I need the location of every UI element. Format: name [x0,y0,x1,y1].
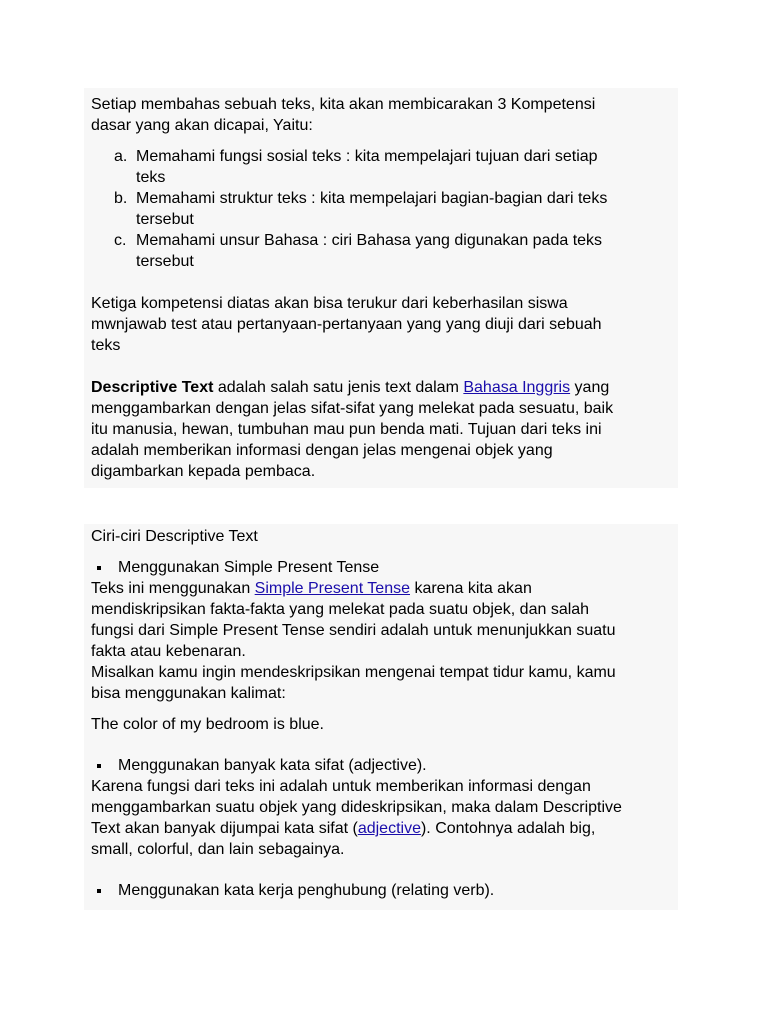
paragraph-line: fungsi dari Simple Present Tense sendiri adalah untuk menunjukkan suatu [91,622,616,639]
adjective-link[interactable]: adjective [357,820,421,837]
measurement-line: mwnjawab test atau pertanyaan-pertanyaan yang yang diuji dari sebuah [91,316,602,333]
descriptive-definition-paragraph [91,377,681,482]
bullet-square-icon [97,889,101,893]
descriptive-term: Descriptive Text [91,379,214,396]
paragraph-text: karena kita akan [410,580,532,597]
paragraph-line: mendiskripsikan fakta-fakta yang melekat pada suatu objek, dan salah [91,601,590,618]
adjective-paragraph [91,776,681,860]
paragraph-line: Karena fungsi dari teks ini adalah untuk memberikan informasi dengan [91,778,591,795]
intro-line: Setiap membahas sebuah teks, kita akan membicarakan 3 Kompetensi [91,96,596,113]
paragraph-text: Text akan banyak dijumpai kata sifat ( [91,820,358,837]
competency-list [91,146,681,272]
paragraph-line: bisa menggunakan kalimat: [91,685,286,702]
competency-item [91,188,681,230]
competency-text: Memahami unsur Bahasa : ciri Bahasa yang digunakan pada teks [136,232,603,249]
bullet-square-icon [97,764,101,768]
definition-line: adalah memberikan informasi dengan jelas mengenai objek yang [91,442,553,459]
features-section [91,526,681,901]
competency-item [91,146,681,188]
intro-line: dasar yang akan dicapai, Yaitu: [91,117,313,134]
definition-line: itu manusia, hewan, tumbuhan mau pun benda mati. Tujuan dari teks ini [91,421,602,438]
competency-text: teks [136,169,166,186]
competency-item [91,230,681,272]
bullet-text: Menggunakan Simple Present Tense [118,559,380,576]
paragraph-text: Teks ini menggunakan [91,580,255,597]
paragraph-line: small, colorful, dan lain sebagainya. [91,841,345,858]
bullet-square-icon [97,566,101,570]
intro-section [91,94,681,482]
bullet-item [91,880,681,901]
competency-text: Memahami fungsi sosial teks : kita mempelajari tujuan dari setiap [136,148,598,165]
measurement-line: Ketiga kompetensi diatas akan bisa terukur dari keberhasilan siswa [91,295,568,312]
list-marker: b. [114,190,128,207]
measurement-line: teks [91,337,121,354]
list-marker: c. [114,232,127,249]
bullet-item [91,557,681,578]
bullet-text: Menggunakan kata kerja penghubung (relating verb). [118,882,495,899]
paragraph-line: fakta atau kebenaran. [91,643,246,660]
list-marker: a. [114,148,128,165]
bullet-text: Menggunakan banyak kata sifat (adjective). [118,757,427,774]
definition-line: menggambarkan dengan jelas sifat-sifat yang melekat pada sesuatu, baik [91,400,614,417]
bahasa-inggris-link[interactable]: Bahasa Inggris [463,379,571,396]
simple-present-paragraph [91,578,681,704]
intro-paragraph [91,94,681,136]
simple-present-tense-link[interactable]: Simple Present Tense [254,580,410,597]
competency-text: tersebut [136,211,194,228]
paragraph-line: menggambarkan suatu objek yang dideskripsikan, maka dalam Descriptive [91,799,622,816]
definition-line: digambarkan kepada pembaca. [91,463,316,480]
competency-text: Memahami struktur teks : kita mempelajari bagian-bagian dari teks [136,190,608,207]
measurement-paragraph [91,293,681,356]
bullet-item [91,755,681,776]
competency-text: tersebut [136,253,194,270]
definition-text: yang [570,379,610,396]
example-sentence: The color of my bedroom is blue. [91,716,324,733]
paragraph-line: Misalkan kamu ingin mendeskripsikan mengenai tempat tidur kamu, kamu [91,664,616,681]
features-heading: Ciri-ciri Descriptive Text [91,528,258,545]
definition-text: adalah salah satu jenis text dalam [213,379,464,396]
paragraph-text: ). Contohnya adalah big, [420,820,596,837]
